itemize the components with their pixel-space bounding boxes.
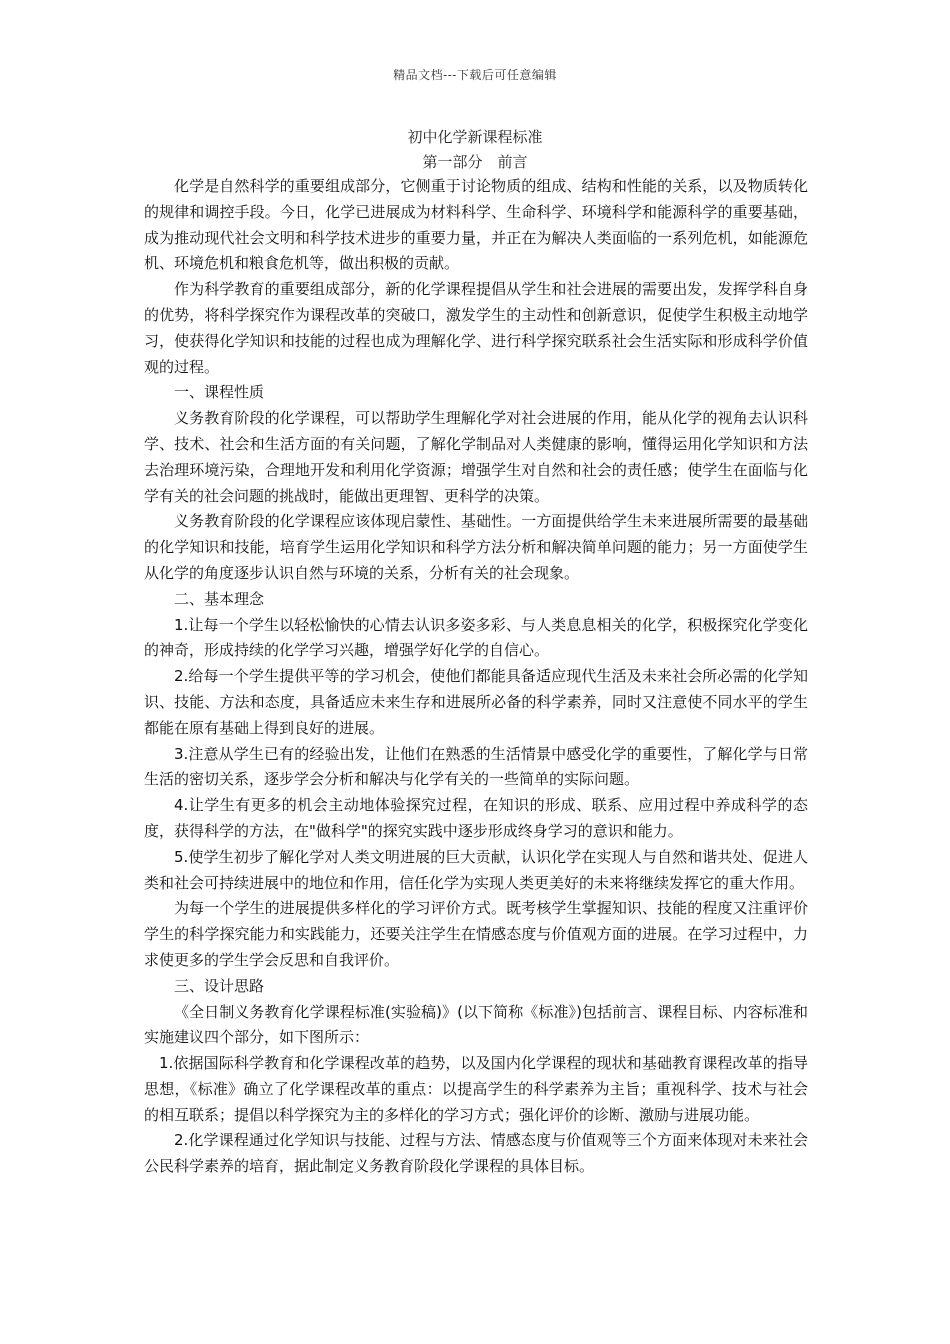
heading-course-nature: 一、课程性质 xyxy=(174,383,265,402)
paragraph-idea-3: 3.注意从学生已有的经验出发，让他们在熟悉的生活情景中感受化学的重要性，了解化学与日常生活的密切关系，逐步学会分析和解决与化学有关的一些简单的实际问题。 xyxy=(144,744,808,789)
paragraph-nature-2: 义务教育阶段的化学课程应该体现启蒙性、基础性。一方面提供给学生未来进展所需要的最基础的化学知识和技能，培育学生运用化学知识和科学方法分析和解决简单问题的能力；另一方面使学生从化学的角度逐步认识自然与环境的关系，分析有关的社会现象。 xyxy=(144,512,808,582)
paragraph-idea-1: 1.让每一个学生以轻松愉快的心情去认识多姿多彩、与人类息息相关的化学，积极探究化学变化的神奇，形成持续的化学学习兴趣，增强学好化学的自信心。 xyxy=(144,615,808,660)
document-body xyxy=(144,174,808,1180)
paragraph-design-1: 1.依据国际科学教育和化学课程改革的趋势，以及国内化学课程的现状和基础教育课程改革的指导思想，《标准》确立了化学课程改革的重点：以提高学生的科学素养为主旨；重视科学、技术与社会的相互联系；提倡以科学探究为主的多样化的学习方式；强化评价的诊断、激励与进展功能。 xyxy=(144,1054,808,1124)
paragraph-design-2: 2.化学课程通过化学知识与技能、过程与方法、情感态度与价值观等三个方面来体现对未来社会公民科学素养的培育，据此制定义务教育阶段化学课程的具体目标。 xyxy=(144,1131,808,1176)
paragraph-idea-2: 2.给每一个学生提供平等的学习机会，使他们都能具备适应现代生活及未来社会所必需的化学知识、技能、方法和态度，具备适应未来生存和进展所必备的科学素养，同时又注意使不同水平的学生都能在原有基础上得到良好的进展。 xyxy=(144,667,808,737)
paragraph-idea-4: 4.让学生有更多的机会主动地体验探究过程，在知识的形成、联系、应用过程中养成科学的态度，获得科学的方法，在"做科学"的探究实践中逐步形成终身学习的意识和能力。 xyxy=(144,796,808,840)
paragraph-intro-2: 作为科学教育的重要组成部分，新的化学课程提倡从学生和社会进展的需要出发，发挥学科自身的优势，将科学探究作为课程改革的突破口，激发学生的主动性和创新意识，促使学生积极主动地学习，使获得化学知识和技能的过程也成为理解化学、进行科学探究联系社会生活实际和形成科学价值观的过程。 xyxy=(144,280,808,376)
heading-design-ideas: 三、设计思路 xyxy=(174,976,265,995)
paragraph-intro-1: 化学是自然科学的重要组成部分，它侧重于讨论物质的组成、结构和性能的关系，以及物质转化的规律和调控手段。今日，化学已进展成为材料科学、生命科学、环境科学和能源科学的重要基础，成为推动现代社会文明和科学技术进步的重要力量，并正在为解决人类面临的一系列危机，如能源危机、环境危机和粮食危机等，做出积极的贡献。 xyxy=(144,177,808,273)
paragraph-nature-1: 义务教育阶段的化学课程，可以帮助学生理解化学对社会进展的作用，能从化学的视角去认识科学、技术、社会和生活方面的有关问题，了解化学制品对人类健康的影响，懂得运用化学知识和方法去治理环境污染，合理地开发和利用化学资源；增强学生对自然和社会的责任感；使学生在面临与化学有关的社会问题的挑战时，能做出更理智、更科学的决策。 xyxy=(144,409,808,505)
section-title: 第一部分 前言 xyxy=(422,153,528,171)
heading-basic-ideas: 二、基本理念 xyxy=(174,589,265,608)
paragraph-evaluation: 为每一个学生的进展提供多样化的学习评价方式。既考核学生掌握知识、技能的程度又注重评价学生的科学探究能力和实践能力，还要关注学生在情感态度与价值观方面的进展。在学习过程中，力求使更多的学生学会反思和自我评价。 xyxy=(144,899,808,969)
document-title: 初中化学新课程标准 xyxy=(407,128,543,146)
page-header: 精品文档---下载后可任意编辑 xyxy=(393,68,557,82)
paragraph-standard-intro: 《全日制义务教育化学课程标准(实验稿)》(以下简称《标准》)包括前言、课程目标、内容标准和实施建议四个部分，如下图所示： xyxy=(144,1002,808,1047)
paragraph-idea-5: 5.使学生初步了解化学对人类文明进展的巨大贡献，认识化学在实现人与自然和谐共处、促进人类和社会可持续进展中的地位和作用，信任化学为实现人类更美好的未来将继续发挥它的重大作用。 xyxy=(144,847,808,892)
